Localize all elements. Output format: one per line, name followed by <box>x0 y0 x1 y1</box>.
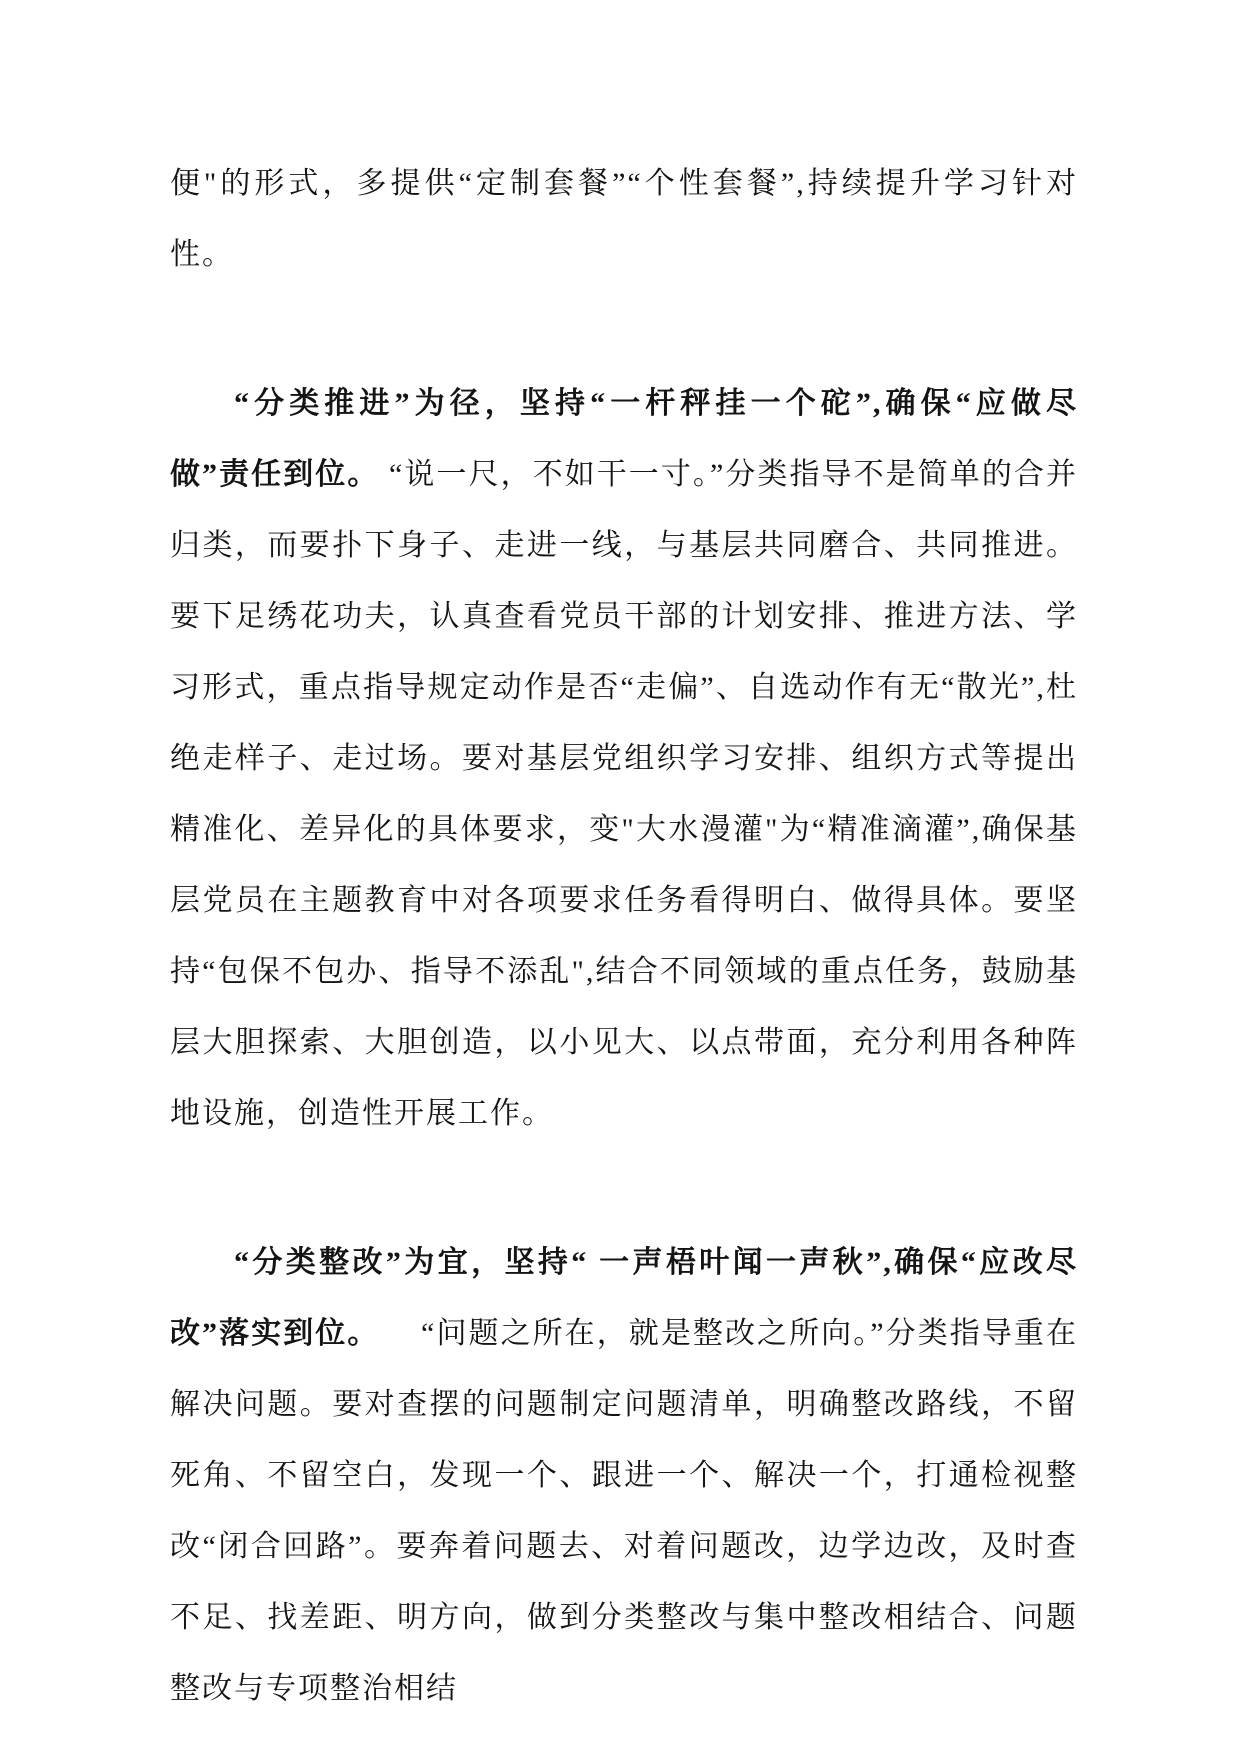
paragraph-classified-rectify <box>170 1227 1078 1724</box>
paragraph-body: 便"的形式，多提供“定制套餐”“个性套餐”,持续提升学习针对性。 <box>170 167 1078 271</box>
paragraph-continuation <box>170 148 1078 290</box>
paragraph-body: “说一尺，不如干一寸。”分类指导不是简单的合并归类，而要扑下身子、走进一线，与基层共同磨合、共同推进。要下足绣花功夫，认真查看党员干部的计划安排、推进方法、学习形式，重点指导规定动作是否“走偏”、自选动作有无“散光”,杜绝走样子、走过场。要对基层党组织学习安排、组织方式等提出精准化、差异化的具体要求，变"大水漫灌"为“精准滴灌”,确保基层党员在主题教育中对各项要求任务看得明白、做得具体。要坚持“包保不包办、指导不添乱",结合不同领域的重点任务，鼓励基层大胆探索、大胆创造，以小见大、以点带面，充分利用各种阵地设施，创造性开展工作。 <box>170 458 1078 1130</box>
paragraph-body: “问题之所在，就是整改之所向。”分类指导重在解决问题。要对查摆的问题制定问题清单，明确整改路线，不留死角、不留空白，发现一个、跟进一个、解决一个，打通检视整改“闭合回路”。要奔着问题去、对着问题改，边学边改，及时查不足、找差距、明方向，做到分类整改与集中整改相结合、问题整改与专项整治相结 <box>170 1317 1078 1705</box>
paragraph-classified-advance <box>170 368 1078 1149</box>
paragraph-lead: “分类整改”为宜，坚持“ 一声梧叶闻一声秋”,确保“应改尽改”落实到位。 <box>170 1246 1078 1350</box>
paragraph-lead: “分类推进”为径，坚持“一杆秤挂一个砣”,确保“应做尽做”责任到位。 <box>170 387 1078 491</box>
